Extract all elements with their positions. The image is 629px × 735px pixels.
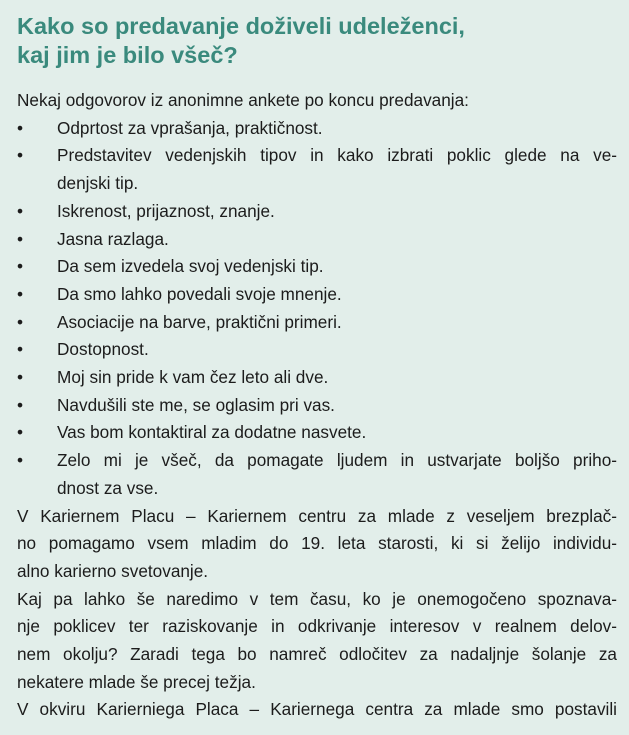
response-line: Vas bom kontaktiral za dodatne nasvete. xyxy=(57,422,367,443)
response-line: Iskrenost, prijaznost, znanje. xyxy=(57,200,275,221)
paragraph-line: nje poklicev ter raziskovanje in odkrivanje interesov v realnem delov- xyxy=(17,616,617,637)
response-line: Navdušili ste me, se oglasim pri vas. xyxy=(57,394,335,415)
response-line: Predstavitev vedenjskih tipov in kako izbrati poklic glede na ve- xyxy=(57,145,617,166)
bullet-icon: • xyxy=(17,228,24,249)
response-line: Da smo lahko povedali svoje mnenje. xyxy=(57,283,342,304)
response-item xyxy=(17,392,617,420)
paragraph-line: no pomagamo vsem mladim do 19. leta starosti, ki si želijo individu- xyxy=(17,533,617,554)
paragraph-line: nekatere mlade še precej težja. xyxy=(17,671,256,692)
bullet-icon: • xyxy=(17,256,24,277)
response-list xyxy=(17,115,617,503)
response-line: Da sem izvedela svoj vedenjski tip. xyxy=(57,256,324,277)
bullet-icon: • xyxy=(17,145,24,166)
section-title xyxy=(17,12,617,70)
title-line: kaj jim je bilo všeč? xyxy=(17,42,238,68)
response-item xyxy=(17,336,617,364)
paragraph xyxy=(17,696,617,724)
response-line: Asociacije na barve, praktični primeri. xyxy=(57,311,342,332)
bullet-icon: • xyxy=(17,283,24,304)
response-item xyxy=(17,309,617,337)
response-item xyxy=(17,281,617,309)
paragraph xyxy=(17,503,617,586)
response-line: Dostopnost. xyxy=(57,339,149,360)
paragraph-line: Kaj pa lahko še naredimo v tem času, ko je onemogočeno spoznava- xyxy=(17,588,617,609)
response-item xyxy=(17,198,617,226)
bullet-icon: • xyxy=(17,311,24,332)
article-body xyxy=(17,87,617,724)
paragraph xyxy=(17,586,617,697)
response-line: dnost za vse. xyxy=(57,477,159,498)
title-line: Kako so predavanje doživeli udeleženci, xyxy=(17,13,465,39)
response-line: Jasna razlaga. xyxy=(57,228,169,249)
response-item xyxy=(17,253,617,281)
response-line: Odprtost za vprašanja, praktičnost. xyxy=(57,117,323,138)
bullet-icon: • xyxy=(17,117,24,138)
bullet-icon: • xyxy=(17,200,24,221)
response-item xyxy=(17,115,617,143)
bullet-icon: • xyxy=(17,339,24,360)
bullet-icon: • xyxy=(17,450,24,471)
bullet-icon: • xyxy=(17,422,24,443)
response-line: Moj sin pride k vam čez leto ali dve. xyxy=(57,367,329,388)
paragraph-line: V Kariernem Placu – Kariernem centru za mlade z veseljem brezplač- xyxy=(17,505,617,526)
response-line: Zelo mi je všeč, da pomagate ljudem in ustvarjate boljšo priho- xyxy=(57,450,617,471)
response-item xyxy=(17,142,617,197)
intro-text: Nekaj odgovorov iz anonimne ankete po koncu predavanja: xyxy=(17,90,469,110)
paragraph-group xyxy=(17,503,617,725)
paragraph-line: alno karierno svetovanje. xyxy=(17,560,209,581)
response-item xyxy=(17,226,617,254)
bullet-icon: • xyxy=(17,367,24,388)
response-item xyxy=(17,447,617,502)
response-item xyxy=(17,364,617,392)
bullet-icon: • xyxy=(17,394,24,415)
paragraph-line: V okviru Karierniega Placa – Kariernega centra za mlade smo postavili xyxy=(17,699,617,720)
response-line: denjski tip. xyxy=(57,173,139,194)
paragraph-line: nem okolju? Zaradi tega bo namreč odločitev za nadaljnje šolanje za xyxy=(17,644,617,665)
response-item xyxy=(17,419,617,447)
